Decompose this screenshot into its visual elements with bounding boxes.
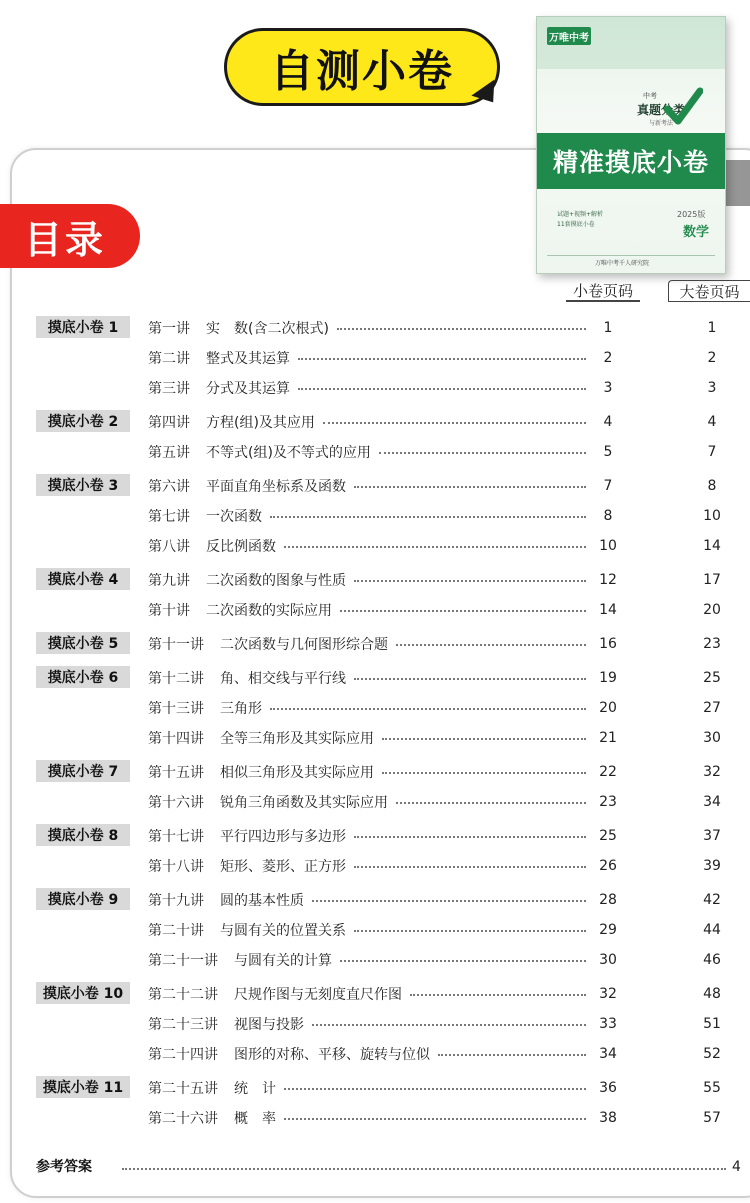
small-page-number: 1: [603, 320, 613, 336]
big-page-number: 52: [703, 1046, 721, 1062]
big-page-number: 42: [703, 892, 721, 908]
lecture-title: 尺规作图与无刻度直尺作图: [234, 987, 402, 1003]
lecture-title: 实 数(含二次根式): [206, 321, 329, 337]
small-page-number: 34: [599, 1046, 617, 1062]
lecture-title: 反比例函数: [206, 539, 276, 555]
contents-row: [0, 948, 750, 972]
contents-row: [0, 824, 750, 848]
lecture-entry: [148, 346, 290, 370]
lecture-number: 第十八讲: [148, 859, 204, 875]
big-page-number: 7: [707, 444, 717, 460]
lecture-entry: [148, 982, 402, 1006]
small-page-number: 30: [599, 952, 617, 968]
lecture-entry: [148, 666, 346, 690]
big-page-number: 8: [707, 478, 717, 494]
dot-leader: [298, 388, 586, 390]
contents-row: [0, 598, 750, 622]
small-page-header: [566, 280, 640, 302]
lecture-title: 与圆有关的计算: [234, 953, 332, 969]
lecture-number: 第十九讲: [148, 893, 204, 909]
small-page-number: 22: [599, 764, 617, 780]
lecture-number: 第十七讲: [148, 829, 204, 845]
big-page-number: 44: [703, 922, 721, 938]
contents-row: [0, 440, 750, 464]
cover-feature1: 试题+视频+解析: [557, 211, 604, 218]
dot-leader: [396, 644, 586, 646]
dot-leader: [396, 802, 586, 804]
lecture-entry: [148, 854, 346, 878]
dot-leader: [410, 994, 586, 996]
small-page-number: 25: [599, 828, 617, 844]
small-page-number: 23: [599, 794, 617, 810]
lecture-title: 角、相交线与平行线: [220, 671, 346, 687]
answers-page: 4: [732, 1159, 741, 1175]
dot-leader: [379, 452, 586, 454]
lecture-number: 第五讲: [148, 445, 190, 461]
lecture-number: 第二十讲: [148, 923, 204, 939]
lecture-number: 第十四讲: [148, 731, 204, 747]
contents-row: [0, 1042, 750, 1066]
lecture-entry: [148, 504, 262, 528]
big-page-number: 25: [703, 670, 721, 686]
lecture-title: 平行四边形与多边形: [220, 829, 346, 845]
answers-leader: [122, 1168, 726, 1170]
cover-brand-logo: 万唯中考: [547, 27, 591, 45]
small-page-number: 2: [603, 350, 613, 366]
lecture-entry: [148, 888, 304, 912]
big-page-number: 3: [707, 380, 717, 396]
self-test-bubble: [224, 28, 500, 106]
quiz-tag: 摸底小卷 7: [36, 760, 130, 782]
lecture-number: 第十二讲: [148, 671, 204, 687]
big-page-number: 1: [707, 320, 717, 336]
lecture-entry: [148, 316, 329, 340]
small-page-number: 10: [599, 538, 617, 554]
big-page-number: 55: [703, 1080, 721, 1096]
lecture-entry: [148, 790, 388, 814]
contents-row: [0, 790, 750, 814]
cover-line3: 与新考法: [649, 120, 674, 127]
lecture-entry: [148, 1042, 430, 1066]
lecture-entry: [148, 1106, 276, 1130]
dot-leader: [298, 358, 586, 360]
quiz-tag: 摸底小卷 11: [36, 1076, 130, 1098]
lecture-entry: [148, 440, 371, 464]
cover-footline: [547, 255, 715, 256]
dot-leader: [382, 772, 586, 774]
small-page-number: 5: [603, 444, 613, 460]
contents-row: [0, 504, 750, 528]
lecture-title: 视图与投影: [234, 1017, 304, 1033]
big-page-header: [668, 280, 750, 302]
quiz-tag: 摸底小卷 5: [36, 632, 130, 654]
lecture-entry: [148, 918, 346, 942]
small-page-number: 16: [599, 636, 617, 652]
small-page-number: 36: [599, 1080, 617, 1096]
dot-leader: [270, 516, 586, 518]
contents-row: [0, 534, 750, 558]
quiz-tag: 摸底小卷 8: [36, 824, 130, 846]
lecture-number: 第十讲: [148, 603, 190, 619]
small-page-number: 29: [599, 922, 617, 938]
contents-row: [0, 666, 750, 690]
lecture-entry: [148, 632, 388, 656]
big-page-number: 57: [703, 1110, 721, 1126]
lecture-number: 第七讲: [148, 509, 190, 525]
cover-line1: 中考: [643, 92, 657, 100]
contents-row: [0, 888, 750, 912]
contents-row: [0, 1012, 750, 1036]
big-page-number: 14: [703, 538, 721, 554]
big-page-number: 2: [707, 350, 717, 366]
contents-row: [0, 376, 750, 400]
contents-row: [0, 632, 750, 656]
dot-leader: [354, 678, 586, 680]
dot-leader: [354, 930, 586, 932]
dot-leader: [312, 900, 586, 902]
lecture-entry: [148, 696, 262, 720]
lecture-number: 第六讲: [148, 479, 190, 495]
big-page-number: 39: [703, 858, 721, 874]
lecture-number: 第二十六讲: [148, 1111, 218, 1127]
dot-leader: [270, 708, 586, 710]
lecture-entry: [148, 376, 290, 400]
contents-row: [0, 316, 750, 340]
lecture-title: 平面直角坐标系及函数: [206, 479, 346, 495]
contents-label: [0, 204, 140, 268]
lecture-title: 二次函数与几何图形综合题: [220, 637, 388, 653]
lecture-number: 第十五讲: [148, 765, 204, 781]
dot-leader: [284, 1088, 586, 1090]
lecture-number: 第八讲: [148, 539, 190, 555]
lecture-number: 第十一讲: [148, 637, 204, 653]
lecture-number: 第二十二讲: [148, 987, 218, 1003]
lecture-number: 第二讲: [148, 351, 190, 367]
cover-line2: 真题分类: [637, 103, 686, 117]
lecture-title: 与圆有关的位置关系: [220, 923, 346, 939]
lecture-number: 第一讲: [148, 321, 190, 337]
quiz-tag: 摸底小卷 4: [36, 568, 130, 590]
lecture-number: 第九讲: [148, 573, 190, 589]
contents-row: [0, 568, 750, 592]
contents-row: [0, 982, 750, 1006]
quiz-tag: 摸底小卷 10: [36, 982, 130, 1004]
contents-title: 目录: [24, 217, 107, 262]
dot-leader: [438, 1054, 586, 1056]
small-page-number: 14: [599, 602, 617, 618]
contents-row: [0, 1076, 750, 1100]
lecture-number: 第二十四讲: [148, 1047, 218, 1063]
dot-leader: [354, 836, 586, 838]
lecture-entry: [148, 534, 276, 558]
lecture-title: 图形的对称、平移、旋转与位似: [234, 1047, 430, 1063]
big-page-number: 23: [703, 636, 721, 652]
small-page-number: 20: [599, 700, 617, 716]
lecture-title: 分式及其运算: [206, 381, 290, 397]
dot-leader: [312, 1024, 586, 1026]
big-page-number: 27: [703, 700, 721, 716]
quiz-tag: 摸底小卷 9: [36, 888, 130, 910]
cover-subject: 数学: [683, 225, 710, 240]
contents-row: [0, 854, 750, 878]
small-page-number: 33: [599, 1016, 617, 1032]
contents-row: [0, 1106, 750, 1130]
small-page-number: 8: [603, 508, 613, 524]
contents-row: [0, 410, 750, 434]
cover-publisher: 万唯中考千人研究院: [595, 260, 650, 267]
lecture-title: 矩形、菱形、正方形: [220, 859, 346, 875]
small-page-number: 32: [599, 986, 617, 1002]
lecture-number: 第十三讲: [148, 701, 204, 717]
lecture-entry: [148, 1076, 276, 1100]
lecture-number: 第二十三讲: [148, 1017, 218, 1033]
dot-leader: [284, 546, 586, 548]
lecture-number: 第二十一讲: [148, 953, 218, 969]
lecture-number: 第二十五讲: [148, 1081, 218, 1097]
lecture-title: 全等三角形及其实际应用: [220, 731, 374, 747]
cover-title: 精准摸底小卷: [537, 133, 725, 189]
lecture-title: 三角形: [220, 701, 262, 717]
big-page-number: 37: [703, 828, 721, 844]
cover-feature2: 11套摸底小卷: [557, 221, 595, 228]
dot-leader: [340, 610, 586, 612]
lecture-entry: [148, 824, 346, 848]
big-page-number: 48: [703, 986, 721, 1002]
lecture-entry: [148, 1012, 304, 1036]
lecture-title: 概 率: [234, 1111, 276, 1127]
quiz-tag: 摸底小卷 3: [36, 474, 130, 496]
book-cover: [536, 16, 726, 274]
lecture-title: 一次函数: [206, 509, 262, 525]
contents-row: [0, 760, 750, 784]
quiz-tag: 摸底小卷 2: [36, 410, 130, 432]
dot-leader: [323, 422, 586, 424]
lecture-number: 第十六讲: [148, 795, 204, 811]
lecture-title: 整式及其运算: [206, 351, 290, 367]
dot-leader: [354, 486, 586, 488]
quiz-tag: 摸底小卷 6: [36, 666, 130, 688]
lecture-entry: [148, 760, 374, 784]
big-page-number: 51: [703, 1016, 721, 1032]
lecture-entry: [148, 726, 374, 750]
quiz-tag: 摸底小卷 1: [36, 316, 130, 338]
dot-leader: [354, 866, 586, 868]
dot-leader: [340, 960, 586, 962]
big-page-header-label: 大卷页码: [679, 282, 740, 301]
small-page-number: 4: [603, 414, 613, 430]
big-page-number: 17: [703, 572, 721, 588]
contents-row: [0, 346, 750, 370]
lecture-entry: [148, 474, 346, 498]
lecture-title: 相似三角形及其实际应用: [220, 765, 374, 781]
lecture-entry: [148, 948, 332, 972]
dot-leader: [354, 580, 586, 582]
lecture-entry: [148, 598, 332, 622]
contents-row: [0, 474, 750, 498]
small-page-number: 21: [599, 730, 617, 746]
small-page-number: 7: [603, 478, 613, 494]
contents-row: [0, 918, 750, 942]
big-page-number: 34: [703, 794, 721, 810]
cover-edition: 2025版: [677, 210, 706, 219]
small-page-number: 28: [599, 892, 617, 908]
small-page-number: 26: [599, 858, 617, 874]
dot-leader: [284, 1118, 586, 1120]
bubble-title: 自测小卷: [270, 46, 454, 97]
answers-label: 参考答案: [36, 1159, 92, 1175]
lecture-title: 二次函数的实际应用: [206, 603, 332, 619]
small-page-number: 38: [599, 1110, 617, 1126]
big-page-number: 32: [703, 764, 721, 780]
lecture-title: 圆的基本性质: [220, 893, 304, 909]
big-page-number: 10: [703, 508, 721, 524]
big-page-number: 20: [703, 602, 721, 618]
big-page-number: 4: [707, 414, 717, 430]
lecture-entry: [148, 410, 315, 434]
checkmark-icon: [663, 85, 703, 129]
lecture-entry: [148, 568, 346, 592]
lecture-title: 方程(组)及其应用: [206, 415, 315, 431]
lecture-title: 不等式(组)及不等式的应用: [206, 445, 371, 461]
small-page-number: 19: [599, 670, 617, 686]
small-page-header-label: 小卷页码: [572, 281, 633, 300]
lecture-number: 第四讲: [148, 415, 190, 431]
contents-row: [0, 696, 750, 720]
small-page-number: 12: [599, 572, 617, 588]
contents-row: [0, 726, 750, 750]
big-page-number: 46: [703, 952, 721, 968]
lecture-title: 锐角三角函数及其实际应用: [220, 795, 388, 811]
dot-leader: [337, 328, 586, 330]
big-page-number: 30: [703, 730, 721, 746]
lecture-number: 第三讲: [148, 381, 190, 397]
lecture-title: 统 计: [234, 1081, 276, 1097]
dot-leader: [382, 738, 586, 740]
small-page-number: 3: [603, 380, 613, 396]
lecture-title: 二次函数的图象与性质: [206, 573, 346, 589]
